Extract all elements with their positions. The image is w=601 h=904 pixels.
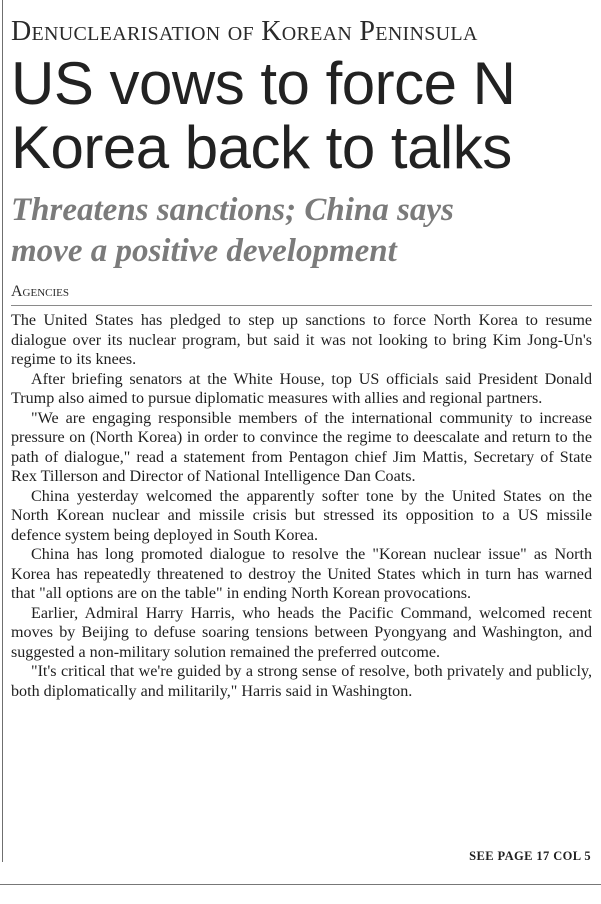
subheadline-line-1: Threatens sanctions; China says <box>11 192 454 228</box>
headline-line-2: Korea back to talks <box>11 114 512 181</box>
body-paragraph-1: The United States has pledged to step up sanctions to force North Korea to resume dialogue over its nuclear program, but said it was not looking to bring Kim Jong-Un's regime to its knees. <box>11 312 592 368</box>
body-paragraph-7: "It's critical that we're guided by a strong sense of resolve, both privately and publicly, both diplomatically and militarily," Harris said in Washington. <box>11 663 592 700</box>
subheadline <box>11 190 592 272</box>
bottom-page-rule <box>0 884 601 885</box>
continued-on-page-line: SEE PAGE 17 COL 5 <box>469 849 591 863</box>
headline <box>11 52 592 180</box>
body-paragraph-2: After briefing senators at the White House, top US officials said President Donald Trump also aimed to pursue diplomatic measures with allies and regional partners. <box>11 370 592 407</box>
body-paragraph-5: China has long promoted dialogue to resolve the "Korean nuclear issue" as North Korea has repeatedly threatened to destroy the United States which in turn has warned that "all options are on the table" in ending North Korean provocations. <box>11 546 592 602</box>
article-body <box>11 311 592 701</box>
left-column-rule <box>2 0 3 862</box>
body-paragraph-3: "We are engaging responsible members of the international community to increase pressure on (North Korea) in order to convince the regime to deescalate and return to the path of dialogue," read a statement from Pentagon chief Jim Mattis, Secretary of State Rex Tillerson and Director of National Intelligence Dan Coats. <box>11 409 592 485</box>
byline: Agencies <box>11 282 592 306</box>
subheadline-line-2: move a positive development <box>11 233 397 269</box>
headline-line-1: US vows to force N <box>11 50 516 117</box>
body-paragraph-4: China yesterday welcomed the apparently softer tone by the United States on the North Korean nuclear and missile crisis but stressed its opposition to a US missile defence system being deployed in South Korea. <box>11 487 592 544</box>
body-paragraph-6: Earlier, Admiral Harry Harris, who heads the Pacific Command, welcomed recent moves by Beijing to defuse soaring tensions between Pyongyang and Washington, and suggested a non-military solution remained the preferred outcome. <box>11 604 592 661</box>
kicker-label: Denuclearisation of Korean Peninsula <box>11 16 478 47</box>
news-article <box>11 14 592 701</box>
